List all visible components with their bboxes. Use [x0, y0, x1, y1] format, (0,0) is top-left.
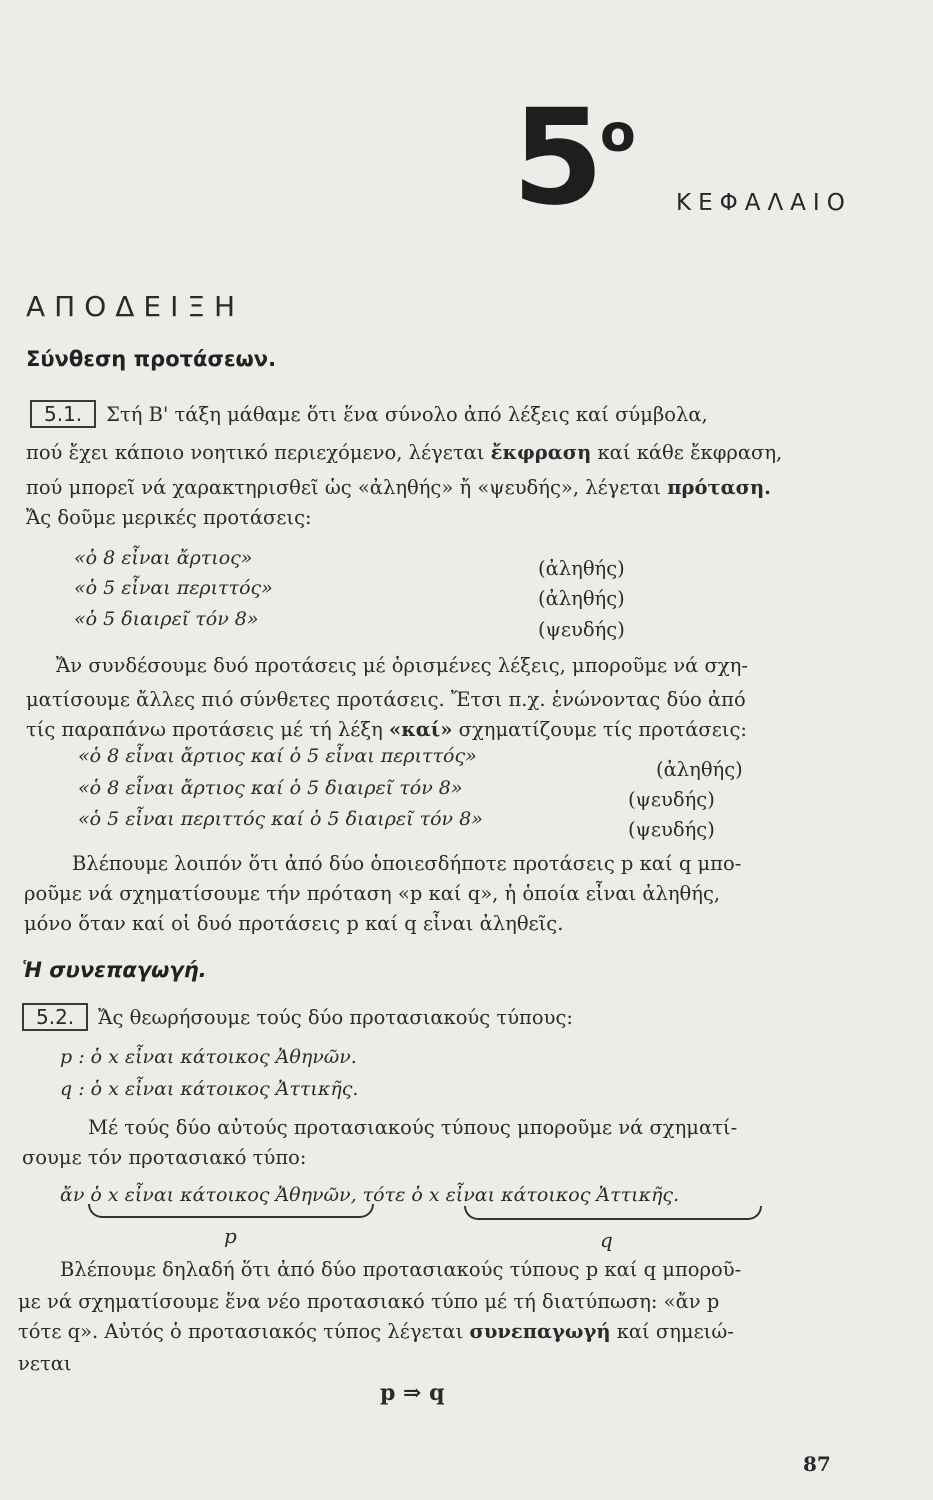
paragraph-5-1-line-4: Ἄς δοῦμε μερικές προτάσεις:: [26, 506, 312, 529]
example-2-text: «ὁ 5 εἶναι περιττός»: [74, 577, 273, 599]
paragraph-3-line-1: Βλέπουμε λοιπόν ὅτι ἀπό δύο ὁποιεσδήποτε προτάσεις p καί q μπο-: [72, 852, 742, 875]
paragraph-5-2-line-5: με νά σχηματίσουμε ἕνα νέο προτασιακό τύπο μέ τή διατύπωση: «ἄν p: [18, 1290, 720, 1313]
paragraph-5-2-line-2: Μέ τούς δύο αὐτούς προτασιακούς τύπους μποροῦμε νά σχηματί-: [88, 1116, 738, 1139]
formula-q-definition: q : ὁ x εἶναι κάτοικος Ἀττικῆς.: [60, 1078, 359, 1100]
paragraph-5-2-line-1: 5.2. Ἄς θεωρήσουμε τούς δύο προτασιακούς τύπους:: [22, 1003, 573, 1031]
consequent: ὁ x εἶναι κάτοικος Ἀττικῆς: [411, 1184, 674, 1206]
subsection-heading-composition: Σύνθεση προτάσεων.: [26, 347, 277, 371]
section-box-5-1: 5.1.: [30, 400, 96, 428]
conditional-formula: ἄν ὁ x εἶναι κάτοικος Ἀθηνῶν, τότε ὁ x εἶναι κάτοικος Ἀττικῆς.: [60, 1184, 680, 1206]
brace-q: [464, 1206, 762, 1220]
implication-formula: p ⇒ q: [380, 1380, 445, 1406]
chapter-word: ΚΕΦΑΛΑΙΟ: [676, 190, 852, 216]
chapter-ordinal: ο: [600, 104, 636, 164]
example-1-text: «ὁ 8 εἶναι ἄρτιος»: [74, 547, 253, 569]
paragraph-2-line-2: ματίσουμε ἄλλες πιό σύνθετες προτάσεις. Ἔτσι π.χ. ἑνώνοντας δύο ἀπό: [26, 688, 746, 711]
paragraph-5-2-line-3: σουμε τόν προτασιακό τύπο:: [22, 1146, 307, 1169]
paragraph-2-line-3: τίς παραπάνω προτάσεις μέ τή λέξη «καί» σχηματίζουμε τίς προτάσεις:: [26, 718, 747, 741]
compound-example-3-text: «ὁ 5 εἶναι περιττός καί ὁ 5 διαιρεῖ τόν 8»: [78, 808, 483, 830]
paragraph-2-line-1: Ἄν συνδέσουμε δυό προτάσεις μέ ὁρισμένες λέξεις, μποροῦμε νά σχη-: [56, 654, 748, 677]
paragraph-5-2-line-7: νεται: [18, 1352, 72, 1375]
paragraph-3-line-3: μόνο ὅταν καί οἱ δυό προτάσεις p καί q εἶναι ἀληθεῖς.: [24, 912, 564, 935]
subsection-heading-implication: Ἡ συνεπαγωγή.: [22, 958, 207, 982]
antecedent: ὁ x εἶναι κάτοικος Ἀθηνῶν: [90, 1184, 351, 1206]
compound-example-3-value: (ψευδής): [628, 818, 715, 841]
section-box-5-2: 5.2.: [22, 1003, 88, 1031]
brace-p: [88, 1204, 374, 1218]
example-2-value: (ἀληθής): [538, 587, 625, 610]
section-title: ΑΠΟΔΕΙΞΗ: [26, 290, 245, 323]
paragraph-5-1-line-3: πού μπορεῖ νά χαρακτηρισθεῖ ὡς «ἀληθής» ἤ «ψευδής», λέγεται πρόταση.: [26, 476, 771, 499]
example-3-value: (ψευδής): [538, 618, 625, 641]
compound-example-2-text: «ὁ 8 εἶναι ἄρτιος καί ὁ 5 διαιρεῖ τόν 8»: [78, 777, 463, 799]
formula-p-definition: p : ὁ x εἶναι κάτοικος Ἀθηνῶν.: [60, 1046, 357, 1068]
compound-example-2-value: (ψευδής): [628, 788, 715, 811]
paragraph-3-line-2: ροῦμε νά σχηματίσουμε τήν πρόταση «p καί q», ἡ ὁποία εἶναι ἀληθής,: [24, 882, 721, 905]
chapter-number: 5: [512, 81, 604, 235]
paragraph-5-2-line-6: τότε q». Αὐτός ὁ προτασιακός τύπος λέγεται συνεπαγωγή καί σημειώ-: [18, 1320, 734, 1343]
paragraph-5-1-line-1: 5.1. Στή Β' τάξη μάθαμε ὅτι ἕνα σύνολο ἀπό λέξεις καί σύμβολα,: [30, 400, 708, 428]
page-number: 87: [803, 1452, 831, 1476]
brace-label-p: p: [224, 1224, 237, 1248]
example-3-text: «ὁ 5 διαιρεῖ τόν 8»: [74, 608, 259, 630]
paragraph-5-1-line-2: πού ἔχει κάποιο νοητικό περιεχόμενο, λέγεται ἔκφραση καί κάθε ἔκφραση,: [26, 441, 783, 464]
paragraph-5-2-line-4: Βλέπουμε δηλαδή ὅτι ἀπό δύο προτασιακούς τύπους p καί q μποροῦ-: [60, 1258, 742, 1281]
example-1-value: (ἀληθής): [538, 557, 625, 580]
compound-example-1-value: (ἀληθής): [656, 758, 743, 781]
compound-example-1-text: «ὁ 8 εἶναι ἄρτιος καί ὁ 5 εἶναι περιττός»: [78, 745, 477, 767]
brace-label-q: q: [600, 1228, 613, 1252]
